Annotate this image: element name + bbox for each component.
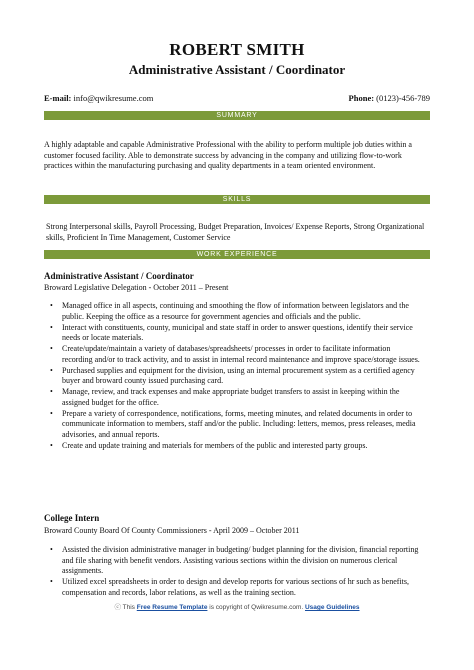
free-resume-template-link[interactable]: Free Resume Template (136, 604, 208, 611)
job-duty-item: • Create and update training and materials for members of the public and interested party groups. (44, 441, 422, 452)
work-experience-section-header: WORK EXPERIENCE (44, 250, 430, 259)
job-duty-item: • Utilized excel spreadsheets in order to design and develop reports for various sections of hr such as benefits, compensation and records, labor relations, as well as the training section. (44, 577, 422, 598)
job-duty-item: • Assisted the division administrative manager in budgeting/ budget planning for the division, financial reporting and file sharing with benefit vendors. Assisting various sections within the division on numerous clerical assignments. (44, 545, 422, 577)
email-value: info@qwikresume.com (73, 93, 154, 103)
usage-guidelines-link[interactable]: Usage Guidelines (304, 604, 360, 611)
candidate-title: Administrative Assistant / Coordinator (128, 62, 346, 77)
job-title: College Intern (44, 513, 100, 523)
summary-section-header: SUMMARY (44, 111, 430, 120)
job-employer-dates: Broward County Board Of County Commissioners - April 2009 – October 2011 (44, 526, 300, 535)
summary-text: A highly adaptable and capable Administrative Professional with the ability to perform multiple job duties within a customer focused facility. Able to demonstrate success by advancing in the company and utilizing flow-to-work practices within the manufacturing purchasing and quality departments in a team oriented environment. (44, 140, 412, 170)
phone-value: (0123)-456-789 (376, 93, 430, 103)
candidate-name: ROBERT SMITH (169, 40, 305, 59)
footer-prefix: This (122, 604, 135, 611)
job-duty-item: • Manage, review, and track expenses and make appropriate budget transfers to assist in keeping within the assigned budget for the office. (44, 387, 422, 408)
job-duty-item: • Purchased supplies and equipment for the division, using an internal procurement system as a certified agency buyer and broward county issued purchasing card. (44, 366, 422, 387)
copyright-footer (0, 602, 474, 611)
job-employer-dates: Broward Legislative Delegation - October 2011 – Present (44, 283, 229, 292)
job-title: Administrative Assistant / Coordinator (44, 271, 194, 281)
job-duties-list (44, 545, 422, 599)
job-duty-item: • Interact with constituents, county, municipal and state staff in order to answer questions, identify their service needs or locate materials. (44, 323, 422, 344)
footer-middle-text: is copyright of Qwikresume.com. (209, 604, 304, 611)
job-duty-item: • Prepare a variety of correspondence, notifications, forms, meeting minutes, and related documents in order to communicate information to members, staff and/or the public. Including: letters, memos, press releases, media advisories, and annual reports. (44, 409, 422, 441)
skills-section-header: SKILLS (44, 195, 430, 204)
job-duty-item: • Managed office in all aspects, continuing and smoothing the flow of information between legislators and the public. Keeping the office as a resource for government agencies and officials and the public. (44, 301, 422, 322)
email-line (44, 93, 153, 104)
email-label: E-mail: (44, 93, 72, 103)
copyright-icon: ⓒ (114, 604, 121, 611)
phone-label: Phone: (348, 93, 375, 103)
phone-line (349, 93, 430, 104)
job-duties-list (44, 301, 422, 452)
job-duty-item: • Create/update/maintain a variety of databases/spreadsheets/ processes in order to facilitate information recording and/or to track activity, and to assist in internal record maintenance and improve space/storage issues. (44, 344, 422, 365)
skills-text: Strong Interpersonal skills, Payroll Processing, Budget Preparation, Invoices/ Expense Reports, Strong Organizational skills, Proficient In Time Management, Customer Service (46, 222, 425, 242)
